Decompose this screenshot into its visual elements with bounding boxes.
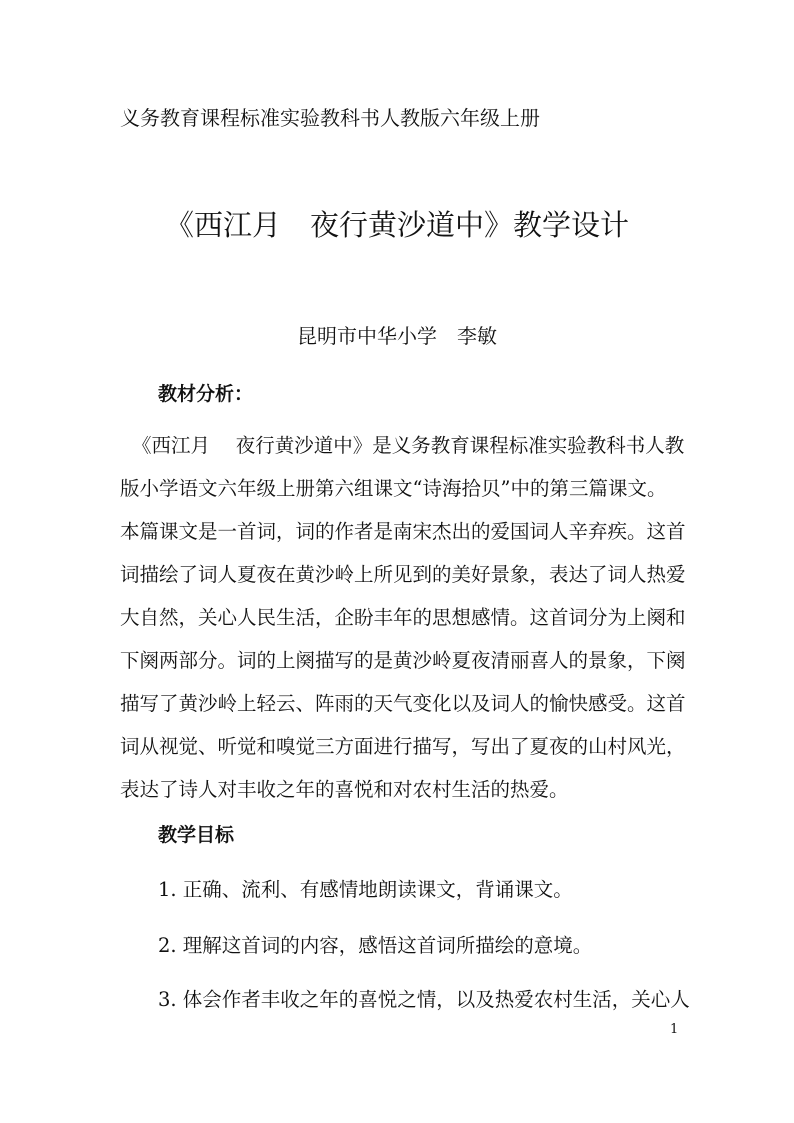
- paragraph-line: 描写了黄沙岭上轻云、阵雨的天气变化以及词人的愉快感受。这首: [120, 692, 686, 715]
- paragraph-line: 《西江月 夜行黄沙道中》是义务教育课程标准实验教科书人教: [132, 434, 685, 457]
- goal-item: 2. 理解这首词的内容，感悟这首词所描绘的意境。: [158, 934, 593, 957]
- goal-item: 1. 正确、流利、有感情地朗读课文，背诵课文。: [158, 878, 573, 901]
- section-heading-goals: 教学目标: [158, 824, 235, 846]
- page-number: 1: [670, 1022, 679, 1037]
- author-line: 昆明市中华小学 李敏: [297, 324, 497, 348]
- paragraph-line: 大自然，关心人民生活，企盼丰年的思想感情。这首词分为上阕和: [120, 606, 686, 629]
- paragraph-line: 版小学语文六年级上册第六组课文“诗海拾贝”中的第三篇课文。: [120, 477, 667, 500]
- document-title: 《西江月 夜行黄沙道中》教学设计: [164, 208, 629, 242]
- section-heading-analysis: 教材分析：: [158, 383, 254, 405]
- paragraph-line: 词描绘了词人夏夜在黄沙岭上所见到的美好景象，表达了词人热爱: [120, 563, 686, 586]
- paragraph-line: 表达了诗人对丰收之年的喜悦和对农村生活的热爱。: [120, 778, 569, 801]
- document-subtitle: 义务教育课程标准实验教科书人教版六年级上册: [120, 106, 540, 130]
- goal-item: 3. 体会作者丰收之年的喜悦之情，以及热爱农村生活，关心人: [158, 988, 690, 1011]
- paragraph-line: 词从视觉、听觉和嗅觉三方面进行描写，写出了夏夜的山村风光，: [120, 735, 686, 758]
- paragraph-line: 本篇课文是一首词，词的作者是南宋杰出的爱国词人辛弃疾。这首: [120, 520, 686, 543]
- paragraph-line: 下阕两部分。词的上阕描写的是黄沙岭夏夜清丽喜人的景象，下阕: [120, 649, 686, 672]
